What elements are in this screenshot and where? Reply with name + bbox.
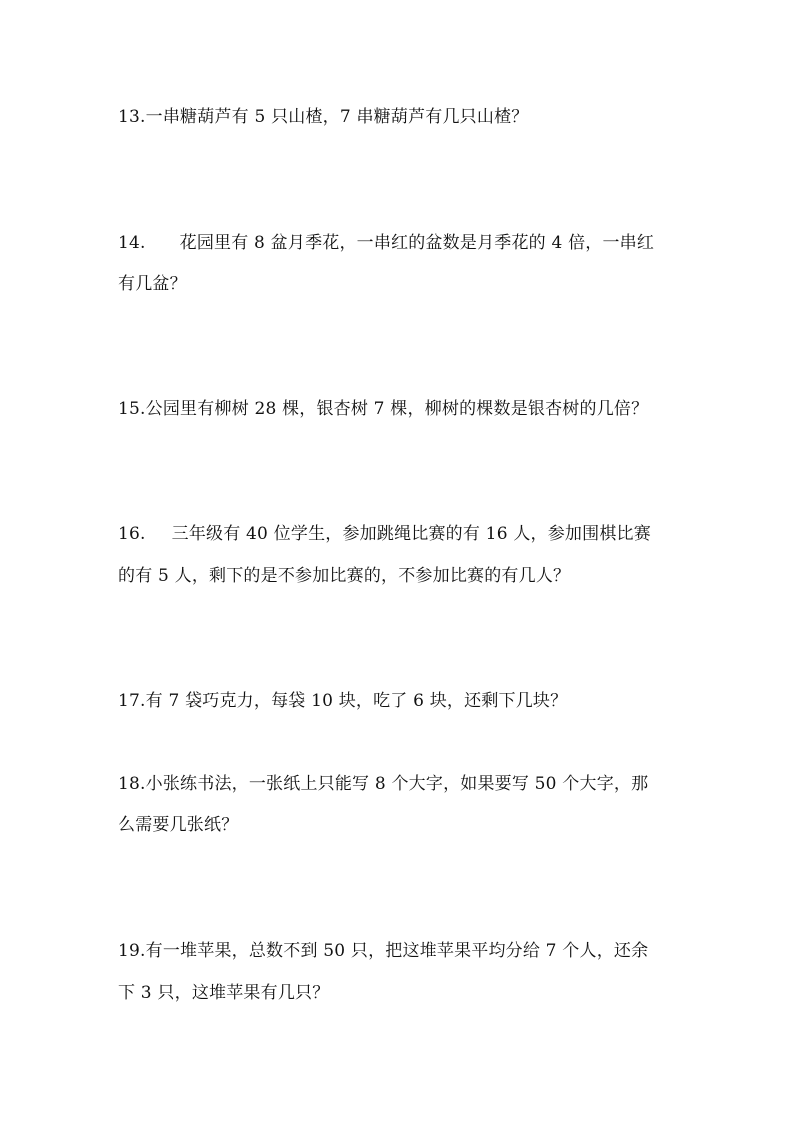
question-15 — [118, 399, 678, 419]
question-16-continuation — [118, 566, 678, 586]
question-text: 么需要几张纸？ — [118, 815, 239, 835]
question-number: 18. — [118, 774, 146, 794]
question-17 — [118, 691, 678, 711]
question-text: 一串糖葫芦有 5 只山楂，7 串糖葫芦有几只山楂？ — [145, 107, 529, 127]
question-14-continuation — [118, 274, 678, 294]
question-text: 有 7 袋巧克力，每袋 10 块，吃了 6 块，还剩下几块？ — [145, 691, 568, 711]
question-text: 花园里有 8 盆月季花，一串红的盆数是月季花的 4 倍，一串红 — [179, 233, 655, 253]
question-19 — [118, 941, 678, 961]
question-number: 13. — [118, 107, 146, 127]
question-18-continuation — [118, 815, 678, 835]
question-text: 有几盆？ — [118, 274, 187, 294]
question-text: 公园里有柳树 28 棵，银杏树 7 棵，柳树的棵数是银杏树的几倍？ — [145, 399, 649, 419]
question-number: 16. — [118, 524, 146, 544]
question-text: 小张练书法，一张纸上只能写 8 个大字，如果要写 50 个大字，那 — [145, 774, 649, 794]
question-text: 下 3 只，这堆苹果有几只？ — [118, 983, 330, 1003]
question-number: 15. — [118, 399, 146, 419]
question-18 — [118, 774, 678, 794]
question-text: 有一堆苹果，总数不到 50 只，把这堆苹果平均分给 7 个人，还余 — [145, 941, 649, 961]
question-13 — [118, 107, 678, 127]
question-text: 的有 5 人，剩下的是不参加比赛的，不参加比赛的有几人？ — [118, 566, 571, 586]
question-number: 19. — [118, 941, 146, 961]
question-number: 17. — [118, 691, 146, 711]
question-19-continuation — [118, 983, 678, 1003]
question-number: 14. — [118, 233, 146, 253]
question-14 — [118, 233, 678, 253]
question-text: 三年级有 40 位学生，参加跳绳比赛的有 16 人，参加围棋比赛 — [171, 524, 651, 544]
question-16 — [118, 524, 678, 544]
